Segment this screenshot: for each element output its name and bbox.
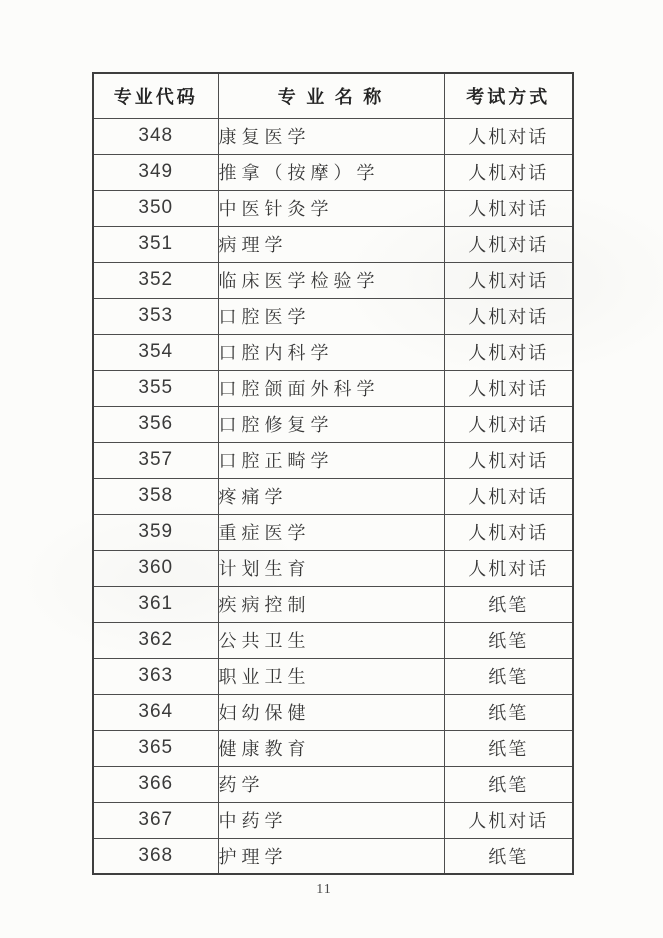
cell-specialty-name: 健康教育 — [218, 730, 444, 766]
cell-exam-method: 纸笔 — [444, 586, 573, 622]
table-row — [93, 190, 573, 226]
cell-specialty-code: 351 — [93, 226, 218, 262]
cell-exam-method: 人机对话 — [444, 190, 573, 226]
header-specialty-name: 专 业 名 称 — [218, 73, 444, 118]
cell-specialty-code: 359 — [93, 514, 218, 550]
table-row — [93, 262, 573, 298]
table-row — [93, 154, 573, 190]
cell-specialty-code: 354 — [93, 334, 218, 370]
cell-exam-method: 纸笔 — [444, 766, 573, 802]
cell-exam-method: 人机对话 — [444, 514, 573, 550]
cell-specialty-code: 349 — [93, 154, 218, 190]
table-row — [93, 334, 573, 370]
cell-specialty-name: 口腔正畸学 — [218, 442, 444, 478]
cell-specialty-name: 口腔医学 — [218, 298, 444, 334]
cell-specialty-code: 353 — [93, 298, 218, 334]
table-header — [93, 73, 573, 118]
cell-exam-method: 纸笔 — [444, 658, 573, 694]
cell-specialty-name: 康复医学 — [218, 118, 444, 154]
cell-specialty-name: 护理学 — [218, 838, 444, 874]
cell-exam-method: 人机对话 — [444, 334, 573, 370]
cell-specialty-name: 妇幼保健 — [218, 694, 444, 730]
header-row — [93, 73, 573, 118]
cell-exam-method: 人机对话 — [444, 154, 573, 190]
cell-specialty-name: 公共卫生 — [218, 622, 444, 658]
cell-exam-method: 纸笔 — [444, 838, 573, 874]
cell-specialty-name: 药学 — [218, 766, 444, 802]
table-row — [93, 478, 573, 514]
cell-exam-method: 人机对话 — [444, 550, 573, 586]
cell-specialty-name: 中医针灸学 — [218, 190, 444, 226]
table-row — [93, 298, 573, 334]
cell-exam-method: 人机对话 — [444, 406, 573, 442]
cell-exam-method: 人机对话 — [444, 262, 573, 298]
cell-specialty-code: 356 — [93, 406, 218, 442]
cell-exam-method: 纸笔 — [444, 730, 573, 766]
cell-specialty-code: 350 — [93, 190, 218, 226]
cell-specialty-code: 363 — [93, 658, 218, 694]
table-row — [93, 118, 573, 154]
table-body — [93, 118, 573, 874]
cell-specialty-name: 职业卫生 — [218, 658, 444, 694]
table-row — [93, 802, 573, 838]
table-row — [93, 766, 573, 802]
table-row — [93, 694, 573, 730]
cell-exam-method: 人机对话 — [444, 226, 573, 262]
cell-specialty-code: 364 — [93, 694, 218, 730]
cell-specialty-code: 365 — [93, 730, 218, 766]
page-number: 11 — [316, 882, 332, 897]
table-row — [93, 442, 573, 478]
cell-specialty-name: 口腔内科学 — [218, 334, 444, 370]
header-specialty-code: 专业代码 — [93, 73, 218, 118]
cell-specialty-name: 推拿（按摩）学 — [218, 154, 444, 190]
exam-specialty-table — [92, 72, 574, 875]
table-row — [93, 550, 573, 586]
cell-specialty-name: 病理学 — [218, 226, 444, 262]
cell-exam-method: 人机对话 — [444, 118, 573, 154]
cell-specialty-name: 疼痛学 — [218, 478, 444, 514]
cell-specialty-code: 368 — [93, 838, 218, 874]
cell-specialty-code: 362 — [93, 622, 218, 658]
cell-specialty-code: 360 — [93, 550, 218, 586]
cell-specialty-code: 367 — [93, 802, 218, 838]
cell-exam-method: 人机对话 — [444, 802, 573, 838]
cell-specialty-name: 临床医学检验学 — [218, 262, 444, 298]
cell-specialty-name: 口腔颌面外科学 — [218, 370, 444, 406]
table-row — [93, 730, 573, 766]
header-exam-method: 考试方式 — [444, 73, 573, 118]
table-row — [93, 370, 573, 406]
table-row — [93, 838, 573, 874]
cell-exam-method: 纸笔 — [444, 694, 573, 730]
table-row — [93, 514, 573, 550]
cell-exam-method: 人机对话 — [444, 298, 573, 334]
cell-specialty-code: 352 — [93, 262, 218, 298]
cell-specialty-name: 中药学 — [218, 802, 444, 838]
cell-specialty-code: 357 — [93, 442, 218, 478]
cell-specialty-name: 计划生育 — [218, 550, 444, 586]
cell-exam-method: 人机对话 — [444, 370, 573, 406]
table-row — [93, 586, 573, 622]
cell-specialty-code: 361 — [93, 586, 218, 622]
cell-specialty-name: 重症医学 — [218, 514, 444, 550]
cell-exam-method: 人机对话 — [444, 442, 573, 478]
table-row — [93, 658, 573, 694]
table-row — [93, 622, 573, 658]
cell-specialty-code: 348 — [93, 118, 218, 154]
cell-exam-method: 人机对话 — [444, 478, 573, 514]
cell-exam-method: 纸笔 — [444, 622, 573, 658]
cell-specialty-name: 疾病控制 — [218, 586, 444, 622]
cell-specialty-code: 355 — [93, 370, 218, 406]
cell-specialty-code: 358 — [93, 478, 218, 514]
cell-specialty-name: 口腔修复学 — [218, 406, 444, 442]
table-row — [93, 406, 573, 442]
cell-specialty-code: 366 — [93, 766, 218, 802]
table-row — [93, 226, 573, 262]
